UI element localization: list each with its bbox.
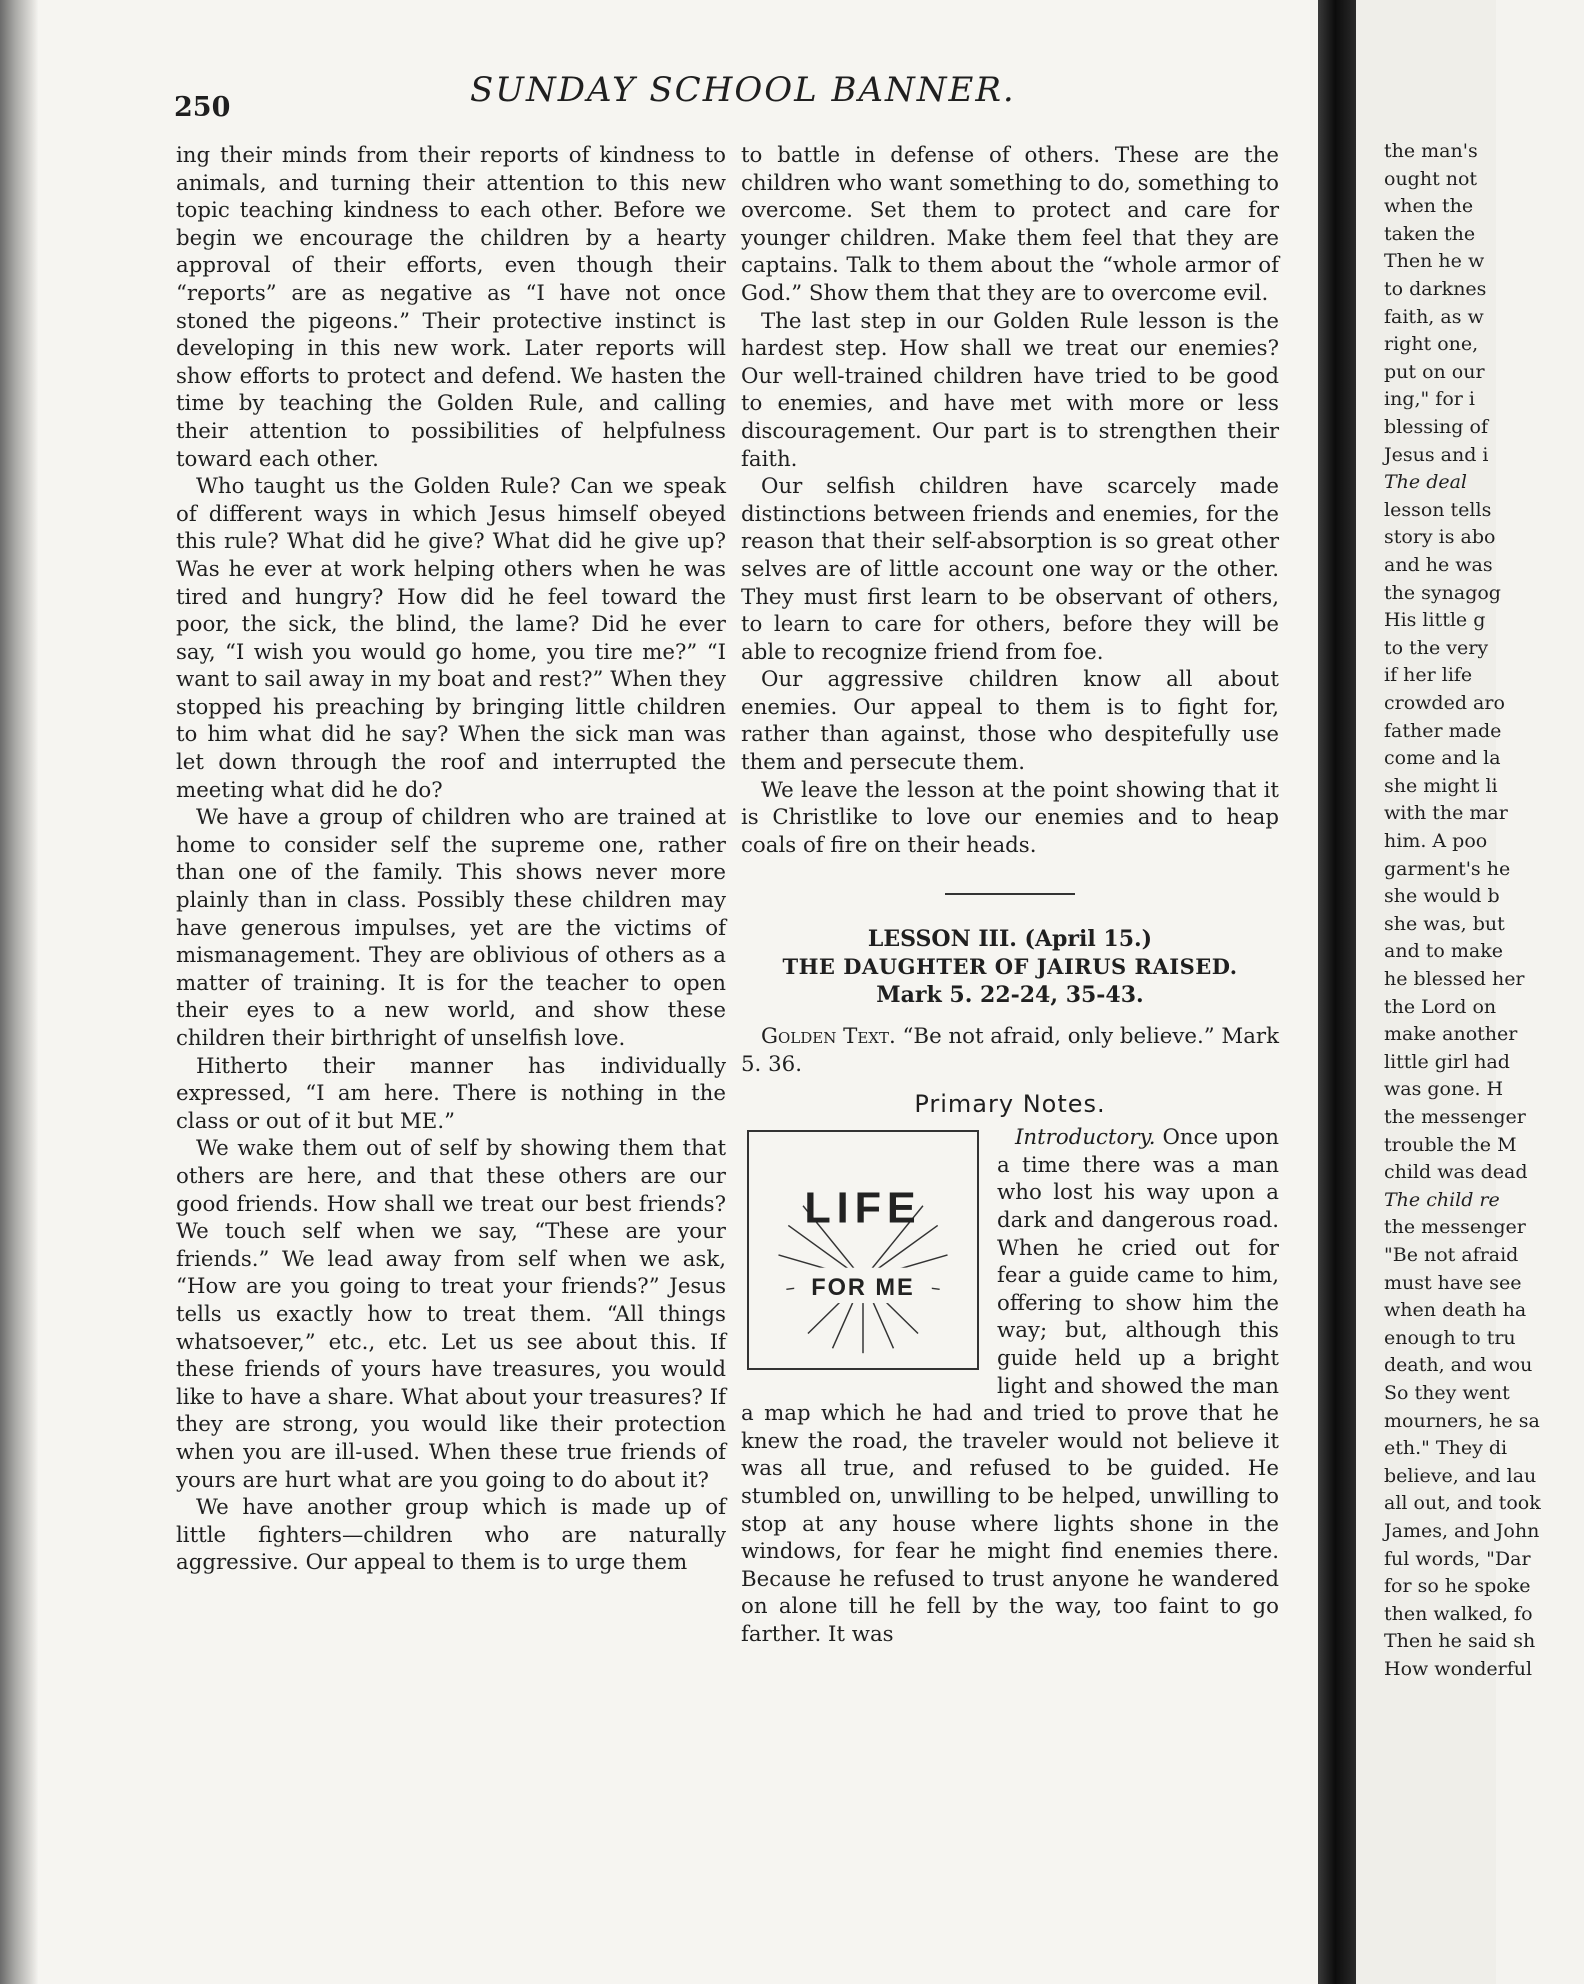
next-page-line: The child re <box>1384 1188 1500 1211</box>
next-page-line: father made <box>1384 719 1502 742</box>
next-page-line: His little g <box>1384 609 1486 632</box>
next-page-line: must have see <box>1384 1271 1522 1294</box>
next-page-line: right one, <box>1384 333 1479 356</box>
next-page-line: for so he spoke <box>1384 1575 1531 1598</box>
next-page-line: then walked, fo <box>1384 1602 1533 1625</box>
next-page-line: and to make <box>1384 940 1503 963</box>
paragraph: to battle in defense of others. These are the children who want something to do, something to overcome. Set them to protect and care for younger children. Make them feel that they are captains. Talk to them about the “whole armor of God.” Show them that they are to overcome evil. <box>741 143 1279 306</box>
next-page-line: little girl had <box>1384 1050 1510 1073</box>
golden-text <box>741 1023 1279 1078</box>
page-number: 250 <box>174 92 231 123</box>
introductory-section <box>741 1124 1279 1648</box>
paragraph: Who taught us the Golden Rule? Can we speak of different ways in which Jesus himself obeyed this rule? What did he give? What did he give up? Was he ever at work helping others when he was tired and hungry? How did he feel toward the poor, the sick, the blind, the lame? Did he ever say, “I wish you would go home, you tire me?” “I want to sail away in my boat and rest?” When they stopped his preaching by bringing little children to him what did he say? When the sick man was let down through the roof and interrupted the meeting what did he do? <box>176 474 726 803</box>
golden-text-label: Golden Text. <box>761 1024 896 1050</box>
next-page-line: ful words, "Dar <box>1384 1547 1531 1570</box>
next-page-line: he blessed her <box>1384 968 1525 990</box>
column-right <box>741 142 1279 1649</box>
sunburst-icon <box>749 1132 977 1368</box>
next-page-line: and he was <box>1384 554 1493 576</box>
next-page-line: with the mar <box>1384 802 1508 825</box>
next-page-line: The deal <box>1384 471 1468 494</box>
next-page-line: mourners, he sa <box>1384 1409 1540 1432</box>
next-page-line: him. A poo <box>1384 830 1488 852</box>
scan-edge-left <box>0 0 38 1984</box>
paragraph: The last step in our Golden Rule lesson is the hardest step. How shall we treat our enemies? Our well-trained children have tried to be good to enemies, and have met with more or less discouragement. Our part is to strengthen their faith. <box>741 308 1279 472</box>
next-page-line: she was, but <box>1384 912 1505 935</box>
lesson-title: THE DAUGHTER OF JAIRUS RAISED. <box>782 954 1238 980</box>
next-page-line: story is abo <box>1384 526 1496 549</box>
next-page-line: when the <box>1384 195 1474 218</box>
next-page-line: when death ha <box>1384 1299 1527 1322</box>
next-page-fragment <box>1356 0 1541 1984</box>
paragraph: We have a group of children who are trained at home to consider self the supreme one, rather than one of the family. This shows never more plainly than in class. Possibly these children may have generous impulses, yet are the victims of mismanagement. They are oblivious of others as a matter of training. It is for the teacher to open their eyes to a new world, and show these children their birthright of unselfish love. <box>176 805 726 1051</box>
next-page-line: believe, and lau <box>1384 1464 1537 1487</box>
next-page-line: she might li <box>1384 774 1498 797</box>
column-left <box>176 142 726 1577</box>
figure-word-life: LIFE <box>804 1184 922 1233</box>
lesson-heading: LESSON III. (April 15.) <box>867 926 1153 953</box>
next-page-line: blessing of <box>1384 416 1488 438</box>
lesson-reference: Mark 5. 22-24, 35-43. <box>876 982 1144 1009</box>
next-page-line: ought not <box>1384 167 1478 190</box>
running-title: SUNDAY SCHOOL BANNER. <box>470 70 1016 110</box>
next-page-line: all out, and took <box>1384 1492 1541 1515</box>
next-page-line: Then he w <box>1384 250 1485 273</box>
paragraph: Our selfish children have scarcely made distinctions between friends and enemies, for the reason that their self-absorption is so great other selves are of little account one way or the other. They must first learn to be observant of others, to learn to care for others, before they will be able to recognize friend from foe. <box>741 474 1279 665</box>
primary-notes-heading: Primary Notes. <box>914 1089 1106 1118</box>
paragraph: Our aggressive children know all about enemies. Our appeal to them is to fight for, rather than against, those who despitefully use them and persecute them. <box>741 667 1279 776</box>
introductory-text: Once upon a time there was a man who lost his way upon a dark and dangerous road. When he cried out for fear a guide came to him, offering to show him the way; but, although this guide held up a bright light and showed the man a map which he had and tried to prove that he knew the road, the traveler would not believe it was all true, and refused to be guided. He stumbled on, unwilling to be helped, unwilling to stop at any house where lights shone in the windows, for fear he might find enemies there. Because he refused to trust anyone he wandered on alone till he fell by the way, too faint to go farther. It was <box>741 1125 1279 1647</box>
next-page-line: enough to tru <box>1384 1326 1516 1349</box>
next-page-line: the Lord on <box>1384 995 1497 1018</box>
next-page-line: to darknes <box>1384 278 1487 300</box>
section-divider <box>945 893 1075 895</box>
next-page-line: eth." They di <box>1384 1437 1508 1460</box>
next-page-line: James, and John <box>1384 1520 1540 1542</box>
introductory-label: Introductory. <box>1015 1125 1156 1151</box>
next-page-line: was gone. H <box>1384 1078 1504 1101</box>
next-page-line: "Be not afraid <box>1384 1244 1519 1266</box>
next-page-line: ing," for i <box>1384 388 1475 411</box>
next-page-line: death, and wou <box>1384 1354 1533 1377</box>
next-page-line: make another <box>1384 1023 1518 1046</box>
next-page-line: the man's <box>1384 140 1478 162</box>
next-page-line: come and la <box>1384 747 1501 770</box>
next-page-line: So they went <box>1384 1382 1510 1404</box>
next-page-line: the synagog <box>1384 581 1501 604</box>
next-page-line: lesson tells <box>1384 498 1492 521</box>
next-page-line: child was dead <box>1384 1161 1528 1184</box>
next-page-line: Then he said sh <box>1384 1630 1536 1653</box>
next-page-line: the messenger <box>1384 1216 1526 1239</box>
next-page-line: garment's he <box>1384 857 1511 880</box>
book-gutter <box>1318 0 1356 1984</box>
paragraph: Hitherto their manner has individually expressed, “I am here. There is nothing in the class or out of it but ME.” <box>176 1053 726 1134</box>
next-page-line: she would b <box>1384 885 1500 908</box>
life-for-me-illustration <box>747 1130 979 1370</box>
next-page-line: faith, as w <box>1384 305 1484 328</box>
paragraph: We leave the lesson at the point showing that it is Christlike to love our enemies and to heap coals of fire on their heads. <box>741 777 1279 858</box>
next-page-line: Jesus and i <box>1384 443 1489 466</box>
next-page-line: trouble the M <box>1384 1133 1517 1156</box>
golden-text-body: “Be not afraid, only believe.” Mark 5. 36. <box>741 1024 1280 1078</box>
next-page-line: if her life <box>1384 664 1473 687</box>
next-page-line: How wonderful <box>1384 1658 1533 1680</box>
next-page-line: to the very <box>1384 636 1489 659</box>
next-page-line: taken the <box>1384 222 1476 245</box>
figure-word-forme: FOR ME <box>811 1274 915 1301</box>
paragraph: We wake them out of self by showing them that others are here, and that these others are our good friends. How shall we treat our best friends? We touch self when we say, “These are your friends.” We lead away from self when we ask, “How are you going to treat your friends?” Jesus tells us exactly how to treat them. “All things whatsoever,” etc., etc. Let us see about this. If these friends of yours have treasures, you would like to have a share. What about your treasures? If they are strong, you would like their protection when you are ill-used. When these true friends of yours are hurt what are you going to do about it? <box>176 1136 726 1493</box>
next-page-line: put on our <box>1384 360 1485 383</box>
paragraph: We have another group which is made up of little fighters—children who are naturally aggressive. Our appeal to them is to urge them <box>176 1495 726 1576</box>
paragraph: ing their minds from their reports of kindness to animals, and turning their attention to this new topic teaching kindness to each other. Before we begin we encourage the children by a hearty approval of their efforts, even though their “reports” are as negative as “I have not once stoned the pigeons.” Their protective instinct is developing in this new work. Later reports will show efforts to protect and defend. We hasten the time by teaching the Golden Rule, and calling their attention to possibilities of helpfulness toward each other. <box>176 143 726 472</box>
next-page-line: crowded aro <box>1384 692 1505 714</box>
next-page-line: the messenger <box>1384 1106 1526 1128</box>
